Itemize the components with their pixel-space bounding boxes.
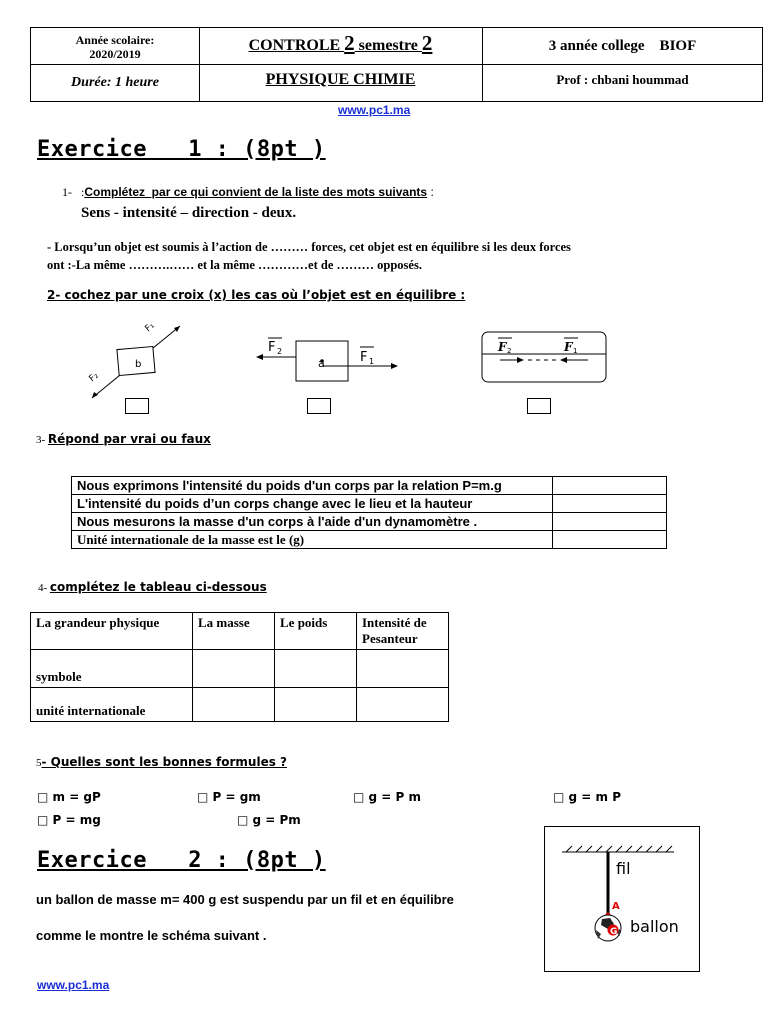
header-cell: Intensité de Pesanteur (357, 613, 449, 650)
formula-option[interactable]: □ P = mg (37, 813, 101, 827)
input-cell[interactable] (275, 688, 357, 722)
ex2-line-2: comme le montre le schéma suivant . (36, 928, 267, 943)
svg-text:F: F (498, 340, 507, 354)
exercice1-title: Exercice 1 : (8pt ) (37, 137, 326, 162)
classe: 3 année college BIOF (548, 38, 697, 54)
link-bottom[interactable]: www.pc1.ma (37, 978, 110, 992)
header-divider (31, 64, 762, 65)
q3-line: 3- Répond par vrai ou faux (36, 432, 211, 446)
answer-cell[interactable] (553, 531, 667, 549)
svg-text:2: 2 (507, 347, 512, 355)
answer-cell[interactable] (553, 477, 667, 495)
answer-cell[interactable] (553, 513, 667, 531)
diagram-forces-b (80, 318, 190, 403)
formula-option[interactable]: □ P = gm (197, 790, 261, 804)
header-table (30, 27, 763, 102)
q1-sentence-2: ont :-La même ……….…… et la même …………et de ……… opposés. (47, 258, 422, 272)
statement: L'intensité du poids d’un corps change avec le lieu et la hauteur (72, 495, 553, 513)
exercice2-title: Exercice 2 : (8pt ) (37, 848, 326, 873)
svg-text:F: F (360, 350, 368, 365)
input-cell[interactable] (193, 688, 275, 722)
header-cell: Le poids (275, 613, 357, 650)
q5-line: 5- Quelles sont les bonnes formules ? (36, 755, 287, 769)
header-cell: La grandeur physique (31, 613, 193, 650)
subject: PHYSIQUE CHIMIE (265, 71, 416, 88)
checkbox-case-3[interactable] (527, 398, 551, 414)
header-cell: La masse (193, 613, 275, 650)
svg-text:F: F (268, 340, 276, 355)
answer-cell[interactable] (553, 495, 667, 513)
input-cell[interactable] (357, 650, 449, 688)
table-row (31, 650, 449, 688)
figure-label-A: A (612, 901, 620, 912)
table-row (31, 688, 449, 722)
vrai-faux-table (71, 476, 667, 549)
table-row (72, 477, 667, 495)
diagram-forces-a (250, 325, 400, 385)
svg-text:F: F (564, 340, 573, 354)
input-cell[interactable] (275, 650, 357, 688)
row-label-symbole: symbole (31, 650, 193, 688)
statement: Nous exprimons l'intensité du poids d'un corps par la relation P=m.g (72, 477, 553, 495)
svg-text:1: 1 (369, 357, 375, 366)
table-row (72, 531, 667, 549)
table-row (31, 613, 449, 650)
grandeur-table (30, 612, 449, 722)
q4-line: 4- complétez le tableau ci-dessous (38, 580, 267, 594)
ex2-line-1: un ballon de masse m= 400 g est suspendu par un fil et en équilibre (36, 892, 454, 907)
prof: Prof : chbani hoummad (556, 72, 689, 87)
duree: Durée: 1 heure (71, 75, 159, 90)
svg-text:2: 2 (277, 347, 283, 356)
formula-option[interactable]: □ m = gP (37, 790, 101, 804)
figure-label-ballon: ballon (630, 917, 679, 936)
annee-label: Année scolaire: (75, 33, 155, 47)
table-row (72, 495, 667, 513)
q1-sentence-1: - Lorsqu’un objet est soumis à l’action de ……… forces, cet objet est en équilibre si les deux forces (47, 240, 571, 254)
q1-line: 1- :Complétez par ce qui convient de la liste des mots suivants : (62, 185, 434, 199)
table-row (72, 513, 667, 531)
annee-value: 2020/2019 (89, 47, 141, 61)
input-cell[interactable] (357, 688, 449, 722)
formula-option[interactable]: □ g = P m (353, 790, 421, 804)
formula-row-2 (37, 813, 337, 829)
formula-row-1 (37, 790, 627, 806)
svg-text:F₂: F₂ (87, 370, 101, 385)
row-label-unite: unité internationale (31, 688, 193, 722)
checkbox-case-2[interactable] (307, 398, 331, 414)
statement: Nous mesurons la masse d'un corps à l'aide d'un dynamomètre . (72, 513, 553, 531)
diagram-letter-a: a (318, 357, 325, 370)
formula-option[interactable]: □ g = m P (553, 790, 621, 804)
q2-instruction: 2- cochez par une croix (x) les cas où l’objet est en équilibre : (47, 288, 466, 302)
diagram-letter-b: b (135, 359, 142, 370)
controle-title: CONTROLE 2 semestre 2 (248, 31, 433, 55)
svg-text:F₁: F₁ (143, 320, 157, 335)
checkbox-case-1[interactable] (125, 398, 149, 414)
figure-label-G: G (610, 927, 618, 937)
figure-ballon (544, 826, 700, 972)
formula-option[interactable]: □ g = Pm (237, 813, 301, 827)
svg-text:1: 1 (573, 347, 578, 355)
figure-label-fil: fil (616, 859, 631, 878)
q1-words: Sens - intensité – direction - deux. (81, 205, 297, 221)
statement: Unité internationale de la masse est le (g) (72, 531, 553, 549)
diagram-forces-opposed (480, 330, 610, 385)
link-top[interactable]: www.pc1.ma (338, 103, 411, 117)
input-cell[interactable] (193, 650, 275, 688)
